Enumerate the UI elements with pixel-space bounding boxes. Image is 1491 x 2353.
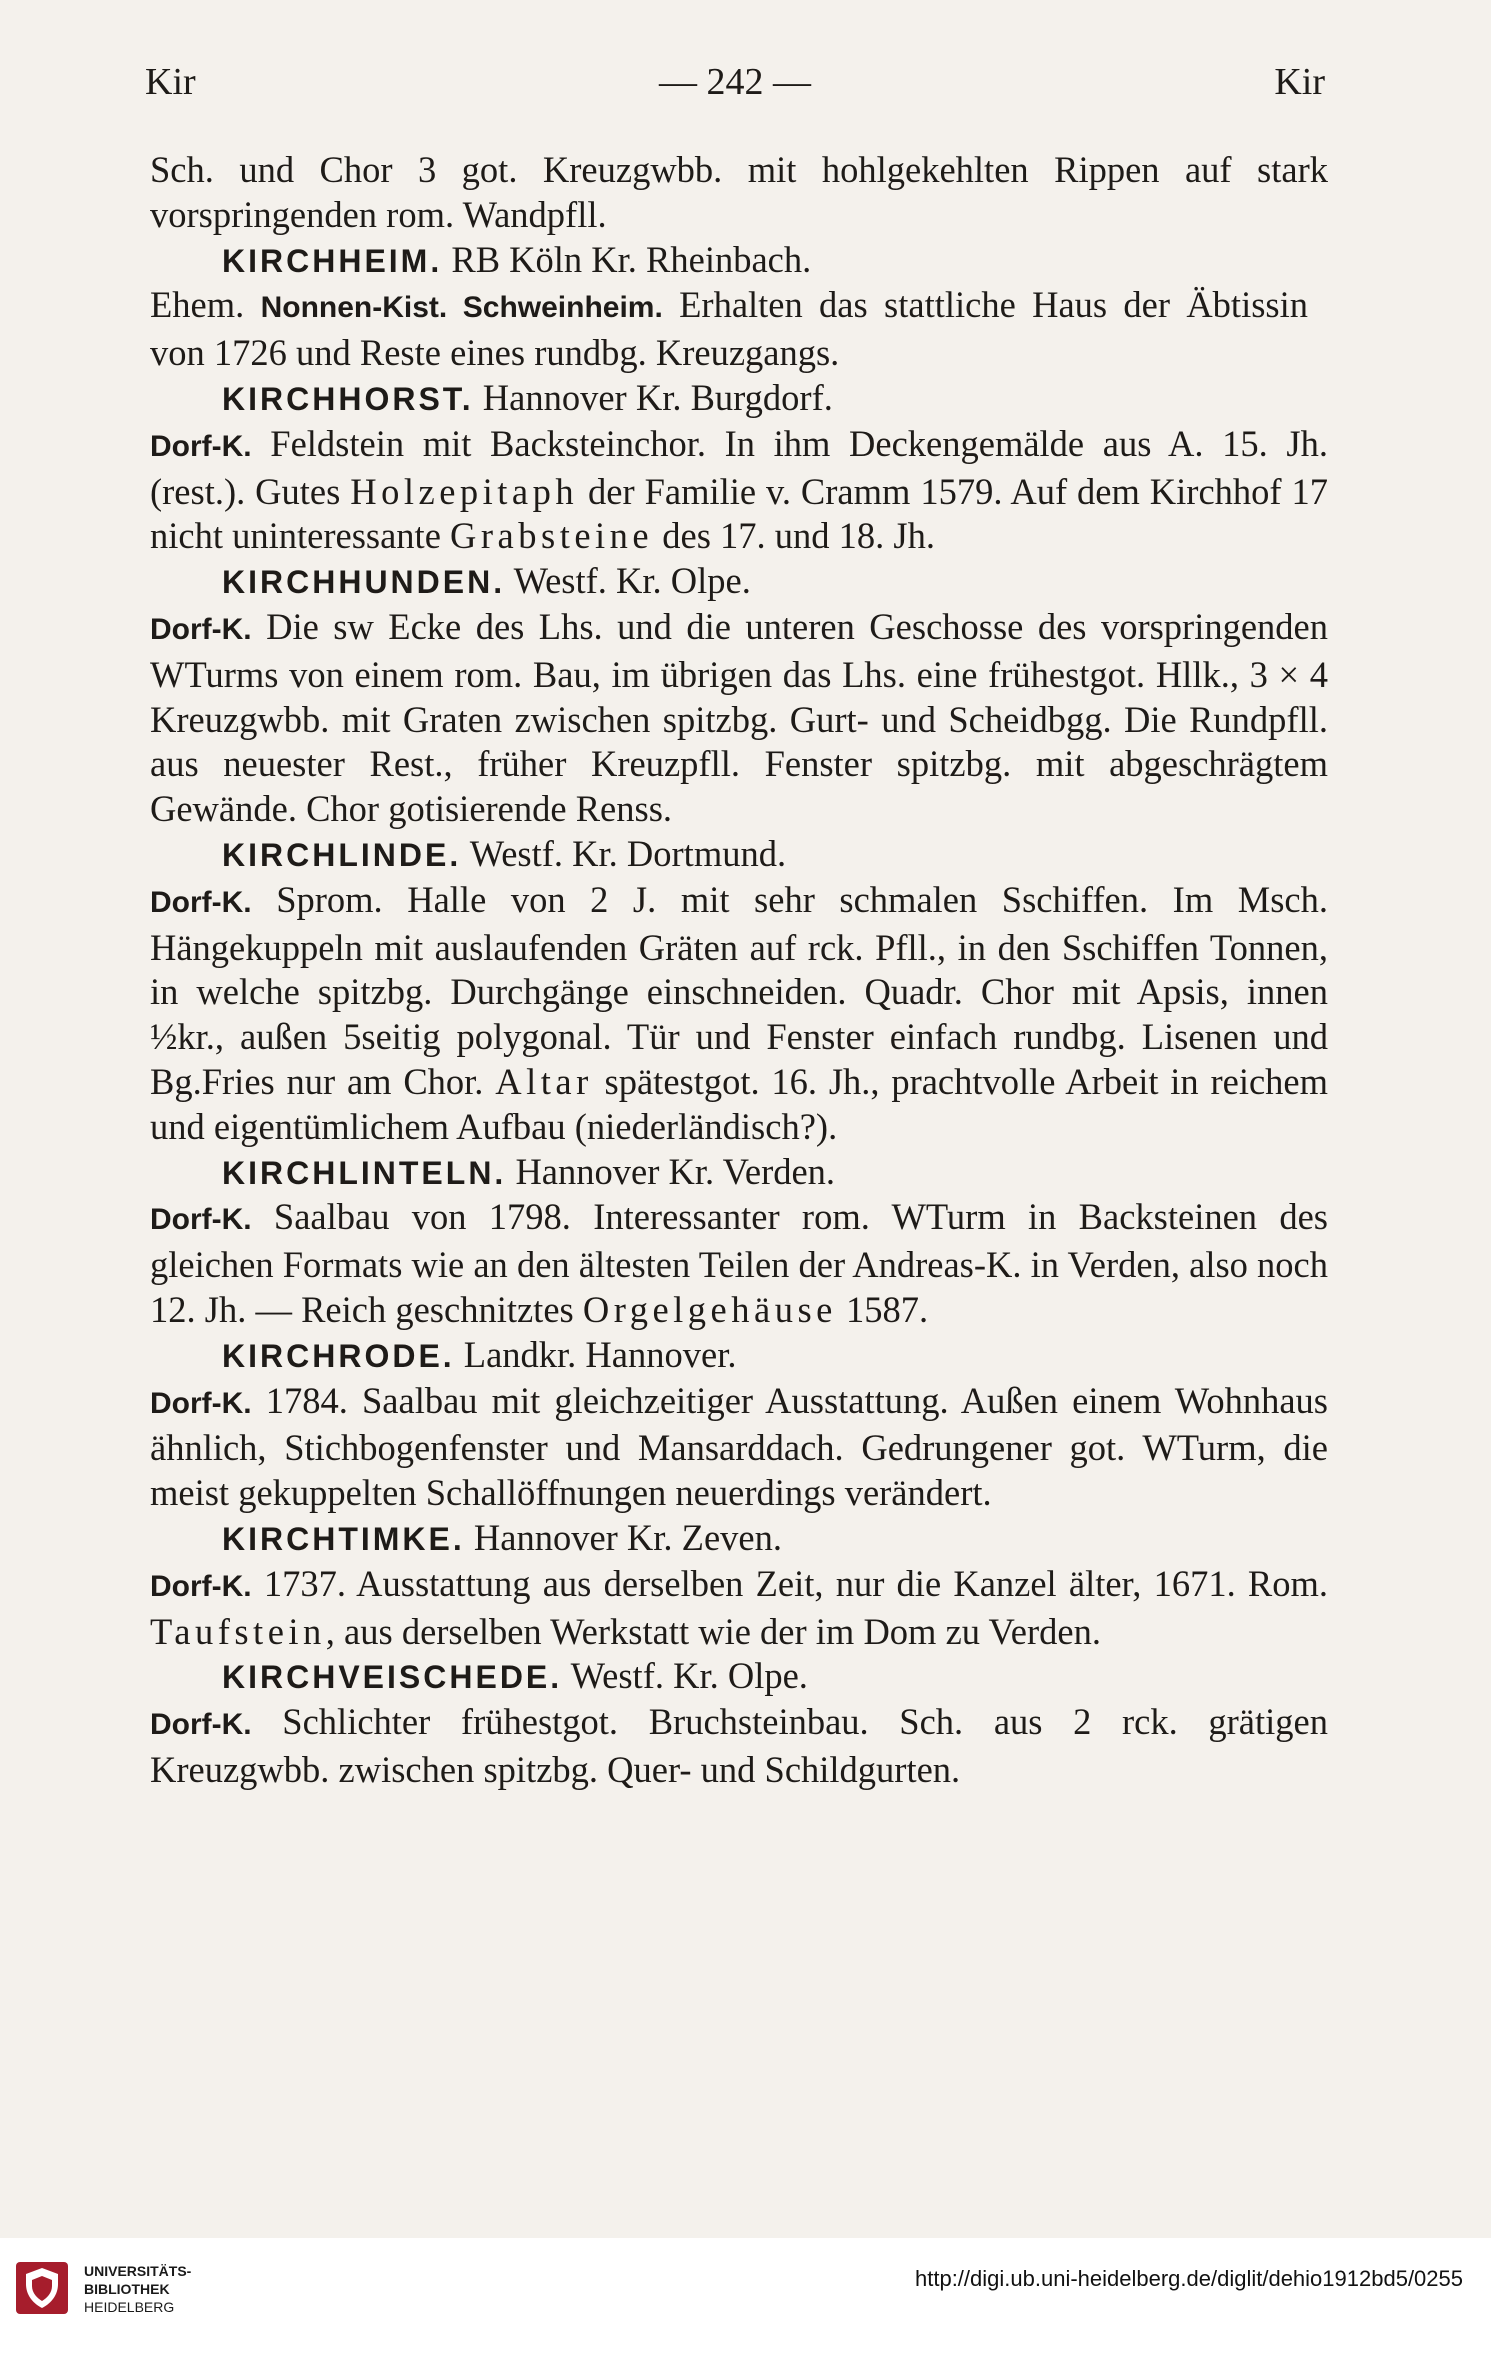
entry-paragraph: [150, 283, 1328, 376]
place-location: Westf. Kr. Dortmund.: [469, 832, 787, 874]
permalink-url[interactable]: http://digi.ub.uni-heidelberg.de/diglit/dehio1912bd5/0255: [915, 2266, 1463, 2291]
place-name: KIRCHHORST.: [222, 380, 474, 417]
spaced-term: Orgelgehäuse: [582, 1288, 837, 1330]
entry-text: 1737. Ausstattung aus derselben Zeit, nur die Kanzel älter, 1671. Rom.: [251, 1562, 1328, 1604]
building-type: Dorf-K.: [150, 1203, 252, 1237]
place-location: Landkr. Hannover.: [463, 1333, 737, 1375]
entry-paragraph: [150, 1379, 1328, 1516]
entry-text: Erhalten das stattliche Haus der Äbtissin von 1726 und Reste eines rundbg. Kreuzgangs.: [150, 284, 1309, 374]
entry-heading: [150, 832, 1328, 878]
place-location: Westf. Kr. Olpe.: [570, 1655, 808, 1697]
place-location: Hannover Kr. Burgdorf.: [482, 376, 833, 418]
entry-heading: [150, 559, 1328, 605]
header-left: Kir: [145, 61, 196, 103]
entry-paragraph: [150, 605, 1328, 832]
entry-text: Sprom. Halle von 2 J. mit sehr schmalen Sschiffen. Im Msch. Hängekuppeln mit auslaufenden Gräten auf rck. Pfll., in den Sschiffen Tonnen, in welche spitzbg. Durchgänge einschneiden. Quadr. Chor mit Apsis, innen ½kr., außen 5seitig polygonal. Tür und Fenster einfach rundbg. Lisenen und Bg.Fries nur am Chor.: [150, 878, 1328, 1102]
spaced-term: Altar: [495, 1060, 593, 1102]
entry-heading: [150, 1516, 1328, 1562]
place-name: KIRCHHEIM.: [222, 242, 443, 279]
building-type: Dorf-K.: [150, 885, 252, 919]
spaced-term: Holzepitaph: [350, 470, 579, 512]
entry-text: Saalbau von 1798. Interessanter rom. WTurm in Backsteinen des gleichen Formats wie an den ältesten Teilen der Andreas-K. in Verden, also noch 12. Jh. — Reich geschnitztes: [150, 1196, 1328, 1330]
spaced-term: Taufstein: [150, 1610, 326, 1652]
building-type: Nonnen-Kist. Schweinheim.: [260, 291, 663, 325]
building-type: Dorf-K.: [150, 429, 252, 463]
place-location: Hannover Kr. Zeven.: [473, 1516, 783, 1558]
entry-text: des 17. und 18. Jh.: [653, 515, 935, 557]
entry-heading: [150, 1654, 1328, 1700]
entry-text: Ehem.: [150, 284, 261, 326]
place-name: KIRCHRODE.: [222, 1337, 455, 1374]
viewer-footer: [0, 2238, 1491, 2353]
entry-heading: [150, 238, 1328, 284]
building-type: Dorf-K.: [150, 1708, 252, 1742]
place-name: KIRCHTIMKE.: [222, 1520, 465, 1557]
entry-text: der Familie v. Cramm 1579. Auf dem Kirchhof 17 nicht uninteressante: [150, 470, 1328, 557]
building-type: Dorf-K.: [150, 612, 252, 646]
place-location: RB Köln Kr. Rheinbach.: [451, 238, 812, 280]
entry-text: , aus derselben Werkstatt wie der im Dom zu Verden.: [325, 1610, 1101, 1652]
entry-text: Schlichter frühestgot. Bruchsteinbau. Sch. aus 2 rck. grätigen Kreuzgwbb. zwischen spitzbg. Quer- und Schildgurten.: [150, 1701, 1328, 1790]
page-number: — 242 —: [659, 61, 811, 103]
entry-heading: [150, 1333, 1328, 1379]
entry-paragraph: [150, 1562, 1328, 1655]
place-name: KIRCHLINDE.: [222, 836, 462, 873]
library-logo[interactable]: [14, 2256, 214, 2326]
running-header: [145, 60, 1325, 120]
body-text: [150, 148, 1328, 1793]
entry-paragraph: [150, 878, 1328, 1150]
entry-paragraph: [150, 1700, 1328, 1793]
entry-paragraph: [150, 422, 1328, 559]
entry-text: spätestgot. 16. Jh., prachtvolle Arbeit in reichem und eigentümlichem Aufbau (niederländisch?).: [150, 1060, 1329, 1147]
entry-heading: [150, 1150, 1328, 1196]
place-name: KIRCHVEISCHEDE.: [222, 1659, 563, 1696]
logo-line: BIBLIOTHEK: [84, 2281, 170, 2297]
heidelberg-library-logo-icon: [14, 2260, 70, 2316]
building-type: Dorf-K.: [150, 1569, 252, 1603]
logo-line: HEIDELBERG: [84, 2299, 175, 2315]
entry-paragraph: [150, 1195, 1328, 1332]
place-name: KIRCHLINTELN.: [222, 1154, 507, 1191]
intro-paragraph: Sch. und Chor 3 got. Kreuzgwbb. mit hohlgekehlten Rippen auf stark vorspringenden rom. Wandpfll.: [150, 149, 1328, 235]
header-right: Kir: [1274, 61, 1325, 103]
place-location: Westf. Kr. Olpe.: [513, 560, 751, 602]
entry-heading: [150, 376, 1328, 422]
logo-line: UNIVERSITÄTS-: [84, 2263, 192, 2279]
entry-text: Feldstein mit Backsteinchor. In ihm Deckengemälde aus A. 15. Jh. (rest.). Gutes: [150, 422, 1328, 512]
entry-text: 1784. Saalbau mit gleichzeitiger Ausstattung. Außen einem Wohnhaus ähnlich, Stichbogenfenster und Mansarddach. Gedrungener got. WTurm, die meist gekuppelten Schallöffnungen neuerdings verändert.: [150, 1379, 1328, 1514]
entry-text: 1587.: [836, 1288, 929, 1330]
entry-text: Die sw Ecke des Lhs. und die unteren Geschosse des vorspringenden WTurms von einem rom. Bau, im übrigen das Lhs. eine frühestgot. Hllk., 3 × 4 Kreuzgwbb. mit Graten zwischen spitzbg. Gurt- und Scheidbgg. Die Rundpfll. aus neuester Rest., früher Kreuzpfll. Fenster spitzbg. mit abgeschrägtem Gewände. Chor gotisierende Renss.: [150, 605, 1328, 830]
place-name: KIRCHHUNDEN.: [222, 564, 506, 601]
building-type: Dorf-K.: [150, 1386, 252, 1420]
place-location: Hannover Kr. Verden.: [515, 1150, 836, 1192]
logo-text: [84, 2262, 191, 2316]
spaced-term: Grabsteine: [450, 515, 654, 557]
